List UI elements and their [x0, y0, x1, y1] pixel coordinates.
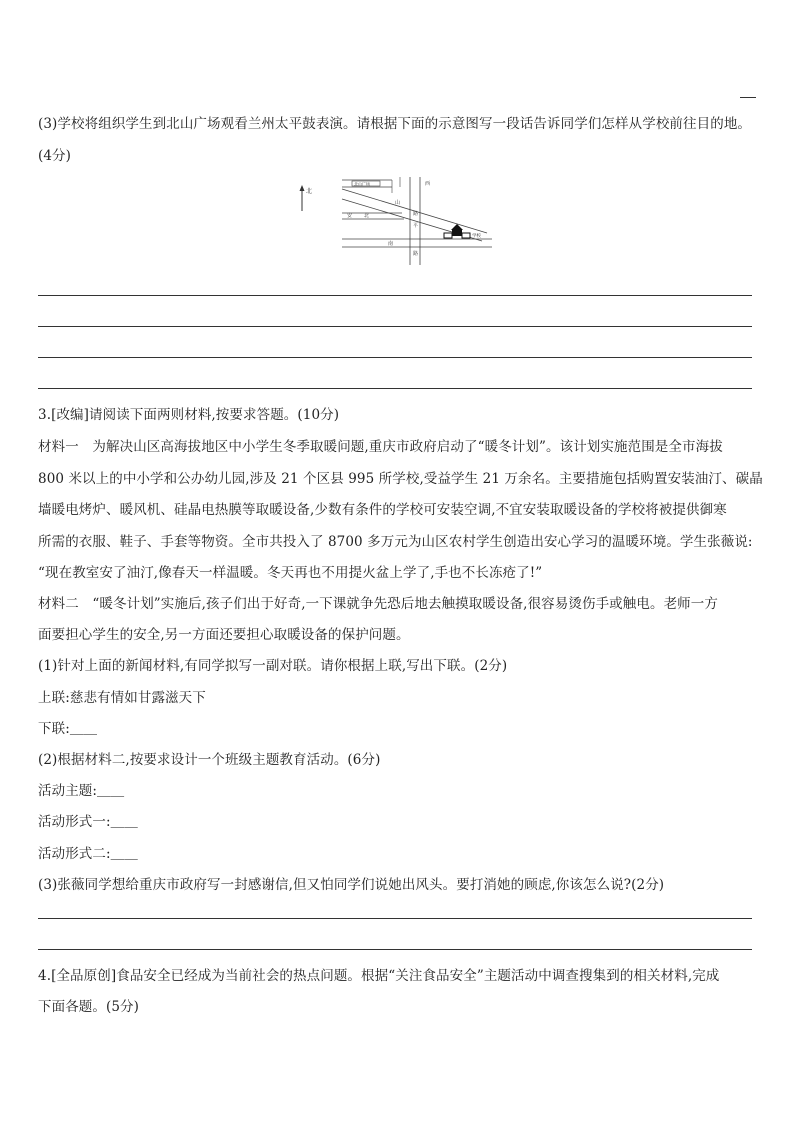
road-label-2: 安 — [347, 213, 353, 219]
north-arrow-head — [300, 185, 305, 191]
activity-form2-blank[interactable]: 活动形式二:＿＿ — [38, 846, 138, 862]
answer-line[interactable] — [38, 357, 752, 358]
upper-couplet: 上联:慈悲有情如甘露滋天下 — [38, 690, 206, 706]
answer-line[interactable] — [38, 388, 752, 389]
q4-line1: 4.[全品原创]食品安全已经成为当前社会的热点问题。根据“关注食品安全”主题活动中调查搜集到的相关材料,完成 — [38, 968, 720, 984]
material1-line: 所需的衣服、鞋子、手套等物资。全市共投入了 8700 多万元为山区农村学生创造出安心学习的温暖环境。学生张薇说: — [38, 534, 753, 550]
route-map — [292, 175, 502, 267]
answer-line[interactable] — [38, 326, 752, 327]
road-label-5: 平 — [413, 223, 419, 229]
activity-form1-blank[interactable]: 活动形式一:＿＿ — [38, 814, 138, 830]
material1-line: “现在教室安了油汀,像春天一样温暖。冬天再也不用提火盆上学了,手也不长冻疮了!” — [38, 565, 543, 581]
q3-title: 3.[改编]请阅读下面两则材料,按要求答题。(10分) — [38, 407, 340, 423]
material1-line: 墙暖电烤炉、暖风机、硅晶电热膜等取暖设备,少数有条件的学校可安装空调,不宜安装取暖设备的学校将被提供御寒 — [38, 502, 727, 518]
lower-couplet-blank[interactable]: 下联:＿＿ — [38, 721, 98, 737]
answer-line[interactable] — [38, 949, 752, 950]
q3-sub1: (1)针对上面的新闻材料,有同学拟写一副对联。请你根据上联,写出下联。(2分) — [38, 658, 508, 674]
road-label-8: 路 — [413, 251, 419, 257]
material1-line: 材料一 为解决山区高海拔地区中小学生冬季取暖问题,重庆市政府启动了“暖冬计划”。该计划实施范围是全市海拔 — [38, 439, 723, 455]
school-label: 学校 — [472, 234, 481, 239]
place-top-label: 北山广场 — [354, 181, 370, 187]
q3-sub3: (3)张薇同学想给重庆市政府写一封感谢信,但又怕同学们说她出风头。要打消她的顾虑,你该怎么说?(2分) — [38, 877, 665, 893]
north-label: 北 — [306, 188, 313, 195]
q3-prev-prompt: (3)学校将组织学生到北山广场观看兰州太平鼓表演。请根据下面的示意图写一段话告诉同学们怎样从学校前往目的地。 — [38, 116, 752, 132]
material2-line: 材料二 “暖冬计划”实施后,孩子们出于好奇,一下课就争先恐后地去触摸取暖设备,很容易烫伤手或触电。老师一方 — [38, 596, 718, 612]
road-label-3: 北 — [364, 213, 370, 219]
material1-line: 800 米以上的中小学和公办幼儿园,涉及 21 个区县 995 所学校,受益学生 21 万余名。主要措施包括购置安装油汀、碳晶 — [38, 471, 763, 487]
answer-line[interactable] — [38, 918, 752, 919]
answer-line[interactable] — [38, 295, 752, 296]
page-marker-dash — [740, 97, 756, 98]
q4-line2: 下面各题。(5分) — [38, 999, 140, 1015]
material2-line: 面要担心学生的安全,另一方面还要担心取暖设备的保护问题。 — [38, 627, 410, 643]
q3-prev-score: (4分) — [38, 148, 72, 164]
road-label-1: 西 — [425, 181, 431, 187]
activity-theme-blank[interactable]: 活动主题:＿＿ — [38, 783, 125, 799]
q3-sub2: (2)根据材料二,按要求设计一个班级主题教育活动。(6分) — [38, 752, 381, 768]
road-label-6: 路 — [413, 211, 419, 217]
road-label-7: 南 — [388, 241, 394, 247]
road-label-4: 山 — [395, 200, 401, 206]
